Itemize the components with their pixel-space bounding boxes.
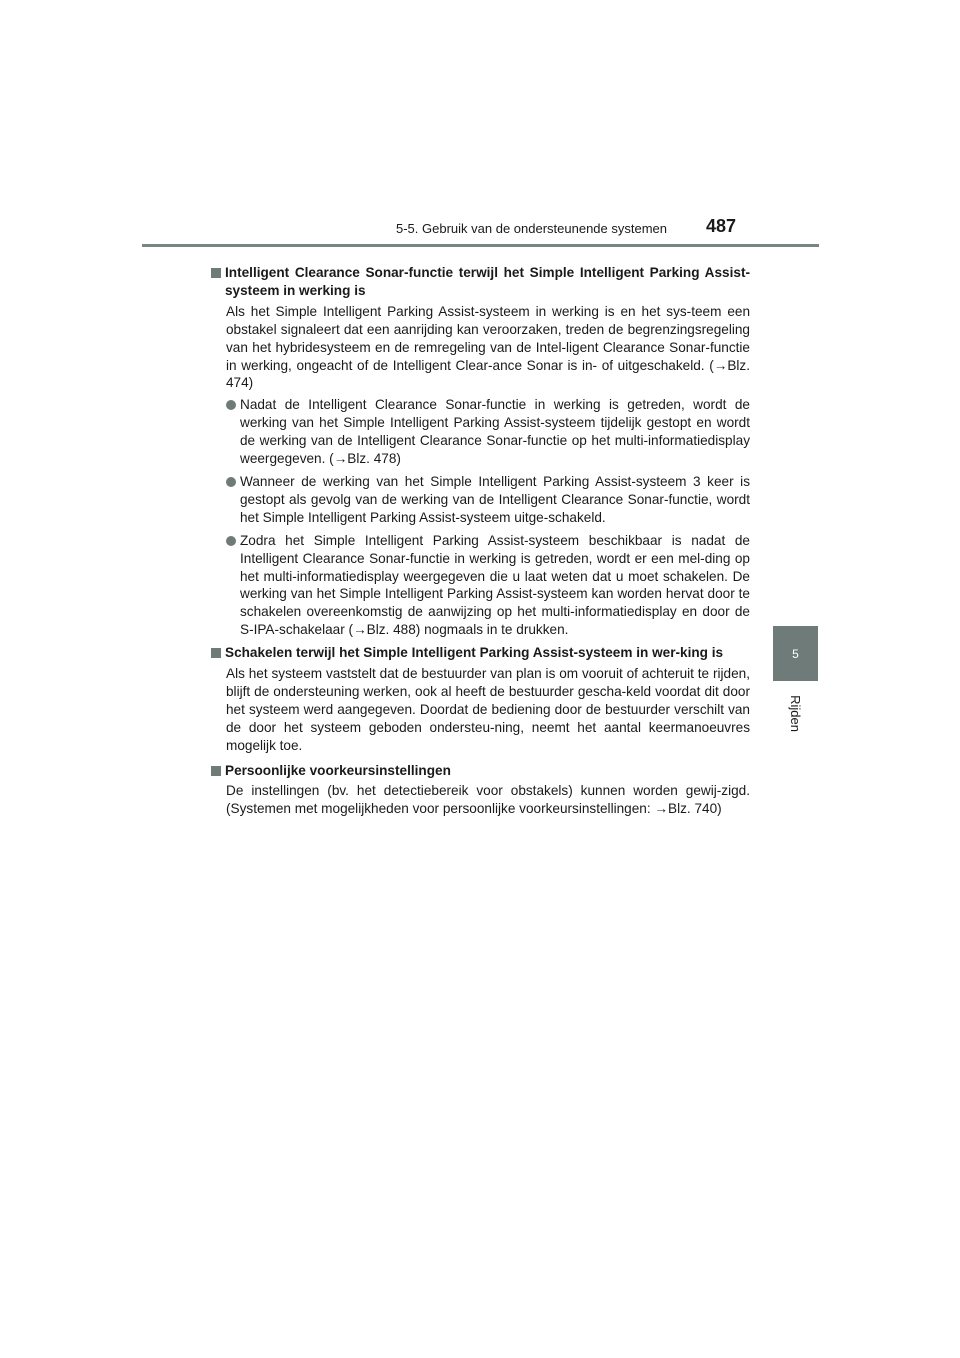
section-paragraph: Als het systeem vaststelt dat de bestuurder van plan is om vooruit of achteruit te rijden, blijft de ondersteuning werken, ook al heeft de bestuurder gescha-keld voordat dit door het systeem werd aangegeven. Doordat de bediening door de bestuurder verschilt van de door het systeem geboden ondersteu-ning, neemt het aantal keermanoeuvres mogelijk toe. [226,666,750,753]
square-marker-icon [211,766,221,776]
section-heading [210,644,750,662]
chapter-number: 5 [792,646,799,661]
section-heading [210,264,750,300]
square-marker-icon [211,648,221,658]
section-paragraph: Als het Simple Intelligent Parking Assist-systeem in werking is en het sys-teem een obstakel signaleert dat een aanrijding kan veroorzaken, treden de begrenzingsregeling van het hybridesysteem en de remregeling van de Intel-ligent Clearance Sonar-functie in werking, ongeacht of de Intelligent Clear-ance Sonar is in- of uitgeschakeld. (→Blz. 474) [226,303,750,391]
bullet-item [210,473,750,527]
bullet-dot-icon [226,477,236,487]
page-content [210,264,750,822]
page-number: 487 [706,216,737,236]
header-rule [142,244,819,247]
chapter-tab [773,626,818,681]
bullet-text: Nadat de Intelligent Clearance Sonar-functie in werking is getreden, wordt de werking van het Simple Intelligent Parking Assist-systeem tijdelijk gestopt en wordt de werking van de Intelligent Clearance Sonar-functie op het multi-informatiedisplay weergegeven. (→Blz. 478) [240,397,750,467]
section-paragraph: De instellingen (bv. het detectiebereik voor obstakels) kunnen worden gewij-zigd. (Systemen met mogelijkheden voor persoonlijke voorkeursinstellingen: →Blz. 740) [226,783,750,817]
bullet-item [210,396,750,468]
square-marker-icon [211,268,221,278]
bullet-dot-icon [226,536,236,546]
section-heading-text: Persoonlijke voorkeursinstellingen [225,762,451,778]
section-heading [210,762,750,780]
chapter-label [776,690,814,736]
section-heading-text: Schakelen terwijl het Simple Intelligent Parking Assist-systeem in wer-king is [225,645,724,661]
bullet-text: Wanneer de werking van het Simple Intelligent Parking Assist-systeem 3 keer is gestopt als gevolg van de werking van de Intelligent Clearance Sonar-functie, wordt het Simple Intelligent Parking Assist-systeem uitge-schakeld. [240,473,750,525]
bullet-item [210,532,750,639]
page-header [0,0,960,250]
section-title: 5-5. Gebruik van de ondersteunende systemen [396,221,668,236]
bullet-dot-icon [226,400,236,410]
chapter-label-text: Rijden [787,694,803,732]
bullet-text: Zodra het Simple Intelligent Parking Assist-systeem beschikbaar is nadat de Intelligent Clearance Sonar-functie in werking is getreden, wordt er een mel-ding op het multi-informatiedisplay weergegeven die u laat weten dat u moet schakelen. De werking van het Simple Intelligent Parking Assist-systeem kan worden hervat door te schakelen overeenkomstig de aanwijzing op het multi-informatiedisplay en door de S-IPA-schakelaar (→Blz. 488) nogmaals in te drukken. [240,532,750,638]
section-heading-text: Intelligent Clearance Sonar-functie terwijl het Simple Intelligent Parking Assist-systeem in werking is [225,265,750,298]
